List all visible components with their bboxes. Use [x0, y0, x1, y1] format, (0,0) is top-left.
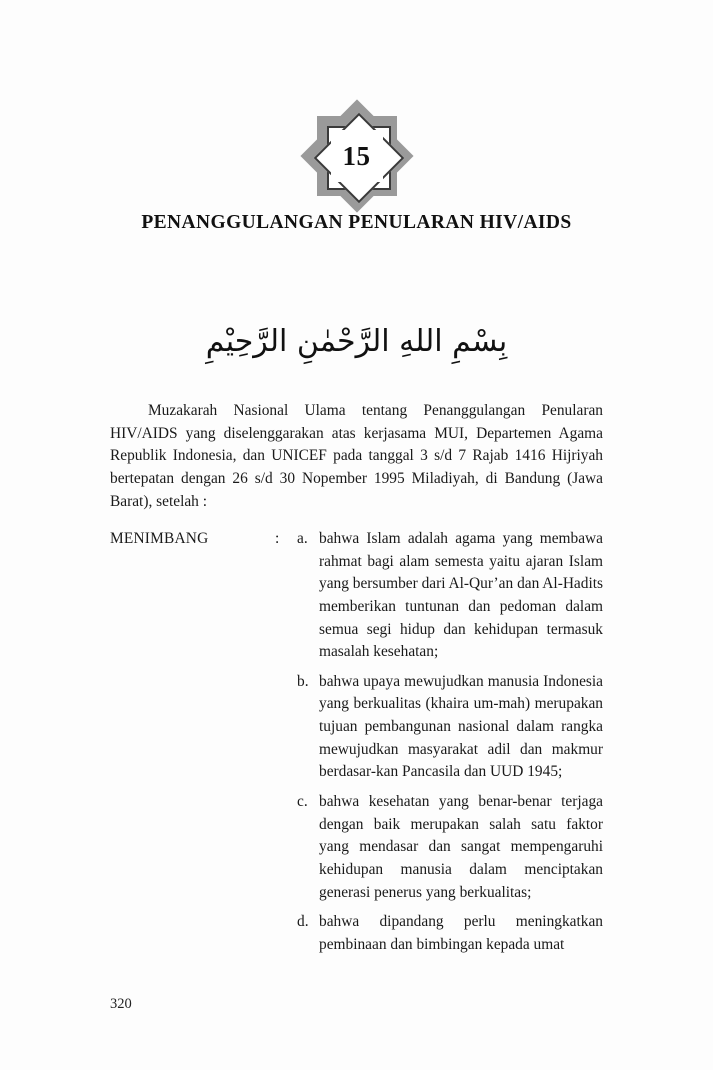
list-item-marker: c.: [297, 793, 308, 811]
intro-paragraph: Muzakarah Nasional Ulama tentang Penanggulangan Penularan HIV/AIDS yang diselenggarakan atas kerjasama MUI, Departemen Agama Republik Indonesia, dan UNICEF pada tanggal 3 s/d 7 Rajab 1416 Hijriyah bertepatan dengan 26 s/d 30 Nopember 1995 Miladiyah, di Bandung (Jawa Barat), setelah :: [110, 402, 603, 510]
list-item-marker: d.: [297, 913, 309, 931]
list-item-text: bahwa Islam adalah agama yang membawa rahmat bagi alam semesta yaitu ajaran Islam yang bersumber dari Al-Qur’an dan Al-Hadits memberikan tuntunan dan pedoman dalam semua segi hidup dan kehidupan termasuk masalah kesehatan;: [319, 530, 603, 661]
list-item: [297, 528, 603, 664]
clause-item-list: [297, 528, 603, 964]
page-number: 320: [110, 996, 132, 1012]
list-item: [297, 791, 603, 904]
list-item-text: bahwa kesehatan yang benar-benar terjaga dengan baik merupakan salah satu faktor yang mendasar dan sangat mempengaruhi kehidupan manusia dalam menciptakan generasi penerus yang berkualitas;: [319, 793, 603, 901]
list-item-marker: a.: [297, 530, 308, 547]
page-title: PENANGGULANGAN PENULARAN HIV/AIDS: [141, 212, 572, 233]
clause-label: MENIMBANG: [110, 530, 209, 547]
chapter-badge-shape: [309, 108, 405, 204]
list-item-text: bahwa dipandang perlu meningkatkan pembinaan dan bimbingan kepada umat: [319, 913, 603, 953]
list-item-text: bahwa upaya mewujudkan manusia Indonesia yang berkualitas (khaira um-mah) merupakan tujuan pembangunan nasional dalam rangka mewujudkan masyarakat adil dan makmur berdasar-kan Pancasila dan UUD 1945;: [319, 672, 603, 781]
list-item-marker: b.: [297, 672, 309, 690]
list-item: [297, 911, 603, 956]
clause-row: [110, 528, 603, 964]
chapter-badge: [0, 108, 713, 204]
basmalah-text: بِسْمِ اللهِ الرَّحْمٰنِ الرَّحِيْمِ: [205, 324, 508, 359]
chapter-number: 15: [342, 140, 371, 171]
clause-colon: :: [275, 530, 280, 547]
list-item: [297, 671, 603, 784]
menimbang-section: [110, 528, 603, 964]
